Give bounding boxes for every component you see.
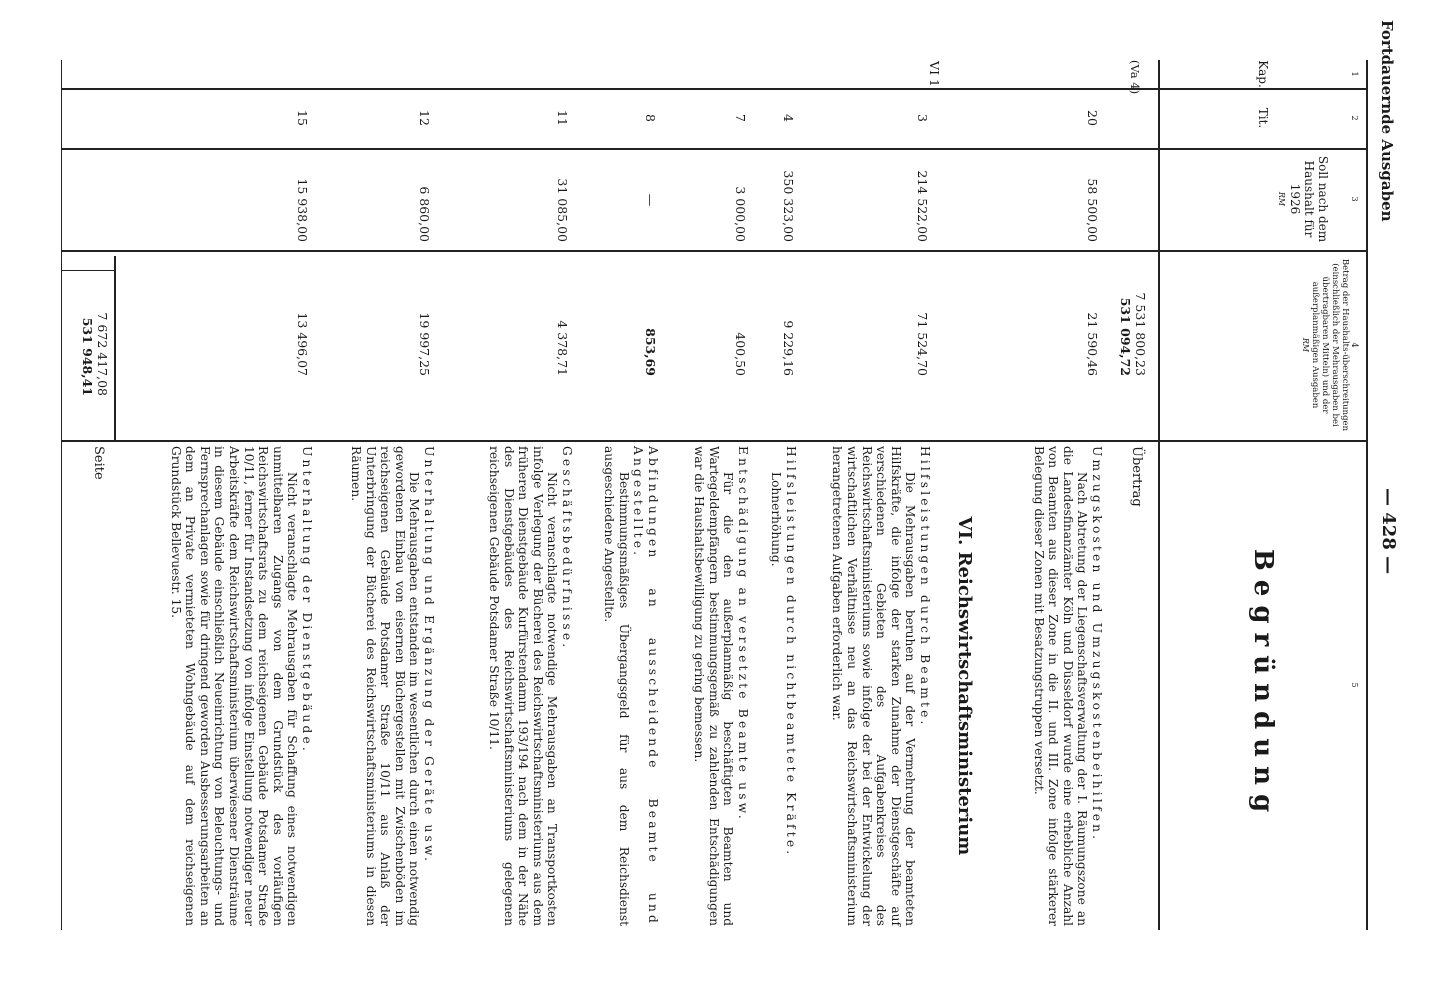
row-tit: 3 — [915, 114, 930, 122]
col-rule-4 — [62, 440, 1368, 442]
seite-label: Seite — [91, 446, 106, 480]
header-betrag-unit: RM — [1301, 337, 1310, 353]
row-heading: Umzugskosten und Umzugskostenbeihilfen. — [1090, 446, 1104, 843]
seite-amount-2: 531 948,41 — [80, 317, 95, 396]
row-tit: 20 — [1085, 110, 1100, 126]
row-body: Lohnerhöhung. — [769, 472, 784, 567]
col-rule-3 — [62, 250, 1368, 252]
colnum-1: 1 — [1350, 71, 1359, 77]
row-betrag: 853,69 — [643, 328, 658, 376]
row-betrag: 9 229,16 — [781, 320, 796, 376]
row-betrag: 21 590,46 — [1085, 312, 1100, 376]
header-rule — [1158, 60, 1160, 930]
total-rule — [114, 256, 116, 440]
row-body: Bestimmungsmäßiges Übergangsgeld für aus dem Reichsdienst ausgeschiedene Angestellte. — [602, 446, 631, 926]
row-soll: 31 085,00 — [555, 178, 570, 242]
row-text — [602, 446, 660, 926]
row-text — [1031, 446, 1104, 926]
colnum-3: 3 — [1350, 196, 1359, 202]
row-body: Nach Abtretung der Liegenschaftsverwaltung der I. Räumungszone an die Landesfinanzämter Köln und Düsseldorf wurde eine erhebliche Anzahl von Beamten aus dieser Zone in die II. und III. Zone infolge stärkerer Belegung dieser Zonen mit Besatzungstruppen versetzt. — [1031, 446, 1090, 926]
row-text — [486, 446, 574, 926]
header-soll — [1274, 154, 1330, 244]
col-rule-1 — [62, 88, 1368, 90]
row-betrag: 19 997,25 — [417, 312, 432, 376]
header-tit: Tit. — [1256, 107, 1270, 129]
header-begruendung: Begründung — [1248, 548, 1278, 822]
row-soll: 58 500,00 — [1085, 178, 1100, 242]
row-text — [692, 446, 750, 926]
table-bottom-rule — [61, 60, 62, 930]
section-title: VI. Reichswirtschaftsministerium — [954, 516, 975, 856]
running-title: Fortdauernde Ausgaben — [1378, 20, 1396, 222]
row-tit: 15 — [295, 110, 310, 126]
col-rule-2 — [62, 148, 1368, 150]
row-text — [168, 446, 314, 926]
row-body: Die Mehrausgaben beruhen auf der Vermehrung der beamteten Hilfskräfte, die infolge der starken Zunahme der Dienstgeschäfte auf verschiedenen Gebieten des Aufgabenkreises des Reichswirtschaftsministeriums sowie infolge der bei der Entwickelung der wirtschaftlichen Verhältnisse neu an das Reichswirtschaftsministerium herangetretenen Aufgaben erforderlich war. — [830, 446, 918, 926]
row-heading: Hilfsleistungen durch nichtbeamtete Kräfte. — [784, 446, 798, 858]
total-rule-vertical — [62, 270, 116, 271]
row-tit: 12 — [417, 110, 432, 126]
colnum-5: 5 — [1350, 682, 1359, 688]
header-soll-text: Soll nach dem Haushalt für 1926 — [1288, 155, 1330, 243]
colnum-4: 4 — [1350, 342, 1359, 348]
page-number: — 428 — — [1378, 488, 1399, 575]
uebertrag-label: Übertrag — [1129, 446, 1144, 507]
row-betrag: 400,50 — [733, 332, 748, 376]
row-heading: Geschäftsbedürfnisse. — [560, 446, 574, 651]
row-betrag: 4 378,71 — [555, 320, 570, 376]
row-tit: 11 — [555, 110, 570, 126]
uebertrag-amount-1: 7 531 800,23 — [1133, 292, 1148, 376]
row-body: Für die den außerplanmäßig beschäftigten Beamten und Wartegeldempfängern bestimmungsgemäß zu zahlenden Entschädigungen war die Haushaltsbewilligung zu gering bemessen. — [692, 446, 736, 926]
seite-amount-1: 7 672 417,08 — [95, 312, 110, 396]
row-tit: 7 — [733, 114, 748, 122]
row-soll: 15 938,00 — [295, 178, 310, 242]
row-kap: (Va 4) — [1128, 60, 1142, 95]
table-top-rule — [1366, 60, 1368, 930]
row-heading: Hilfsleistungen durch Beamte. — [918, 446, 932, 728]
row-soll: 214 522,00 — [915, 170, 930, 242]
row-tit: 8 — [643, 114, 658, 122]
row-heading: Unterhaltung der Dienstgebäude. — [300, 446, 314, 754]
header-soll-unit: RM — [1277, 191, 1286, 207]
row-betrag: 13 496,07 — [295, 312, 310, 376]
row-soll: 350 323,00 — [781, 170, 796, 242]
row-tit: 4 — [781, 114, 796, 122]
header-betrag — [1300, 256, 1350, 434]
row-body: Nicht veranschlagte notwendige Mehrausgaben an Transportkosten infolge Verlegung der Bücherei des Reichswirtschaftsministeriums aus dem früheren Dienstgebäude Kurfürstendamm 193/194 nach dem in der Nähe des Dienstgebäudes des Reichswirtschaftsministeriums gelegenen reichseigenen Gebäude Potsdamer Straße 10/11. — [487, 446, 560, 926]
row-kap: VI 1 — [927, 61, 942, 87]
row-body: Nicht veranschlagte Mehrausgaben für Schaffung eines notwendigen unmittelbaren Zugangs von dem Grundstück des vorläufigen Reichswirtschaftsrats zu dem reichseigenen Gebäude Potsdamer Straße 10/11, ferner für Instandsetzung von infolge Einstellung notwendiger neuer Arbeitskräfte dem Reichswirtschaftsministerium überwiesener Diensträume in diesem Gebäude einschließlich Neueinrichtung von Beleuchtungs- und Fernsprechanlagen sowie für dringend geworden Ausbesserungsarbeiten an dem an Private vermieteten Wohngebäude auf dem reichseigenen Grundstück Bellevuestr. 15. — [168, 446, 300, 926]
row-betrag: 71 524,70 — [915, 312, 930, 376]
row-body: Die Mehrausgaben entstanden im wesentlichen durch einen notwendig gewordenen Einbau von eisernen Büchergestellen mit Zwischenböden im reichseigenen Gebäude Potsdamer Straße 10/11 aus Anlaß der Unterbringung der Bücherei des Reichswirtschaftsministeriums in diesen Räumen. — [349, 446, 422, 926]
row-text — [769, 446, 798, 926]
row-text — [830, 446, 932, 926]
row-soll: 3 000,00 — [733, 186, 748, 242]
colnum-2: 2 — [1350, 115, 1359, 121]
uebertrag-amount-2: 531 094,72 — [1118, 297, 1133, 376]
row-heading: Entschädigung an versetzte Beamte usw. — [736, 446, 750, 822]
header-kap: Kap. — [1256, 60, 1270, 88]
row-soll: — — [643, 193, 658, 207]
row-heading: Abfindungen an ausscheidende Beamte und Angestellte. — [631, 446, 660, 926]
header-betrag-text: Betrag der Haushalts-überschreitungen (einschließlich der Mehrausgaben bei übertragbaren Mitteln) und der außerplanmäßigen Ausgaben — [1310, 258, 1350, 432]
row-soll: 6 860,00 — [417, 186, 432, 242]
row-text — [348, 446, 436, 926]
row-heading: Unterhaltung und Ergänzung der Geräte usw. — [422, 446, 436, 865]
